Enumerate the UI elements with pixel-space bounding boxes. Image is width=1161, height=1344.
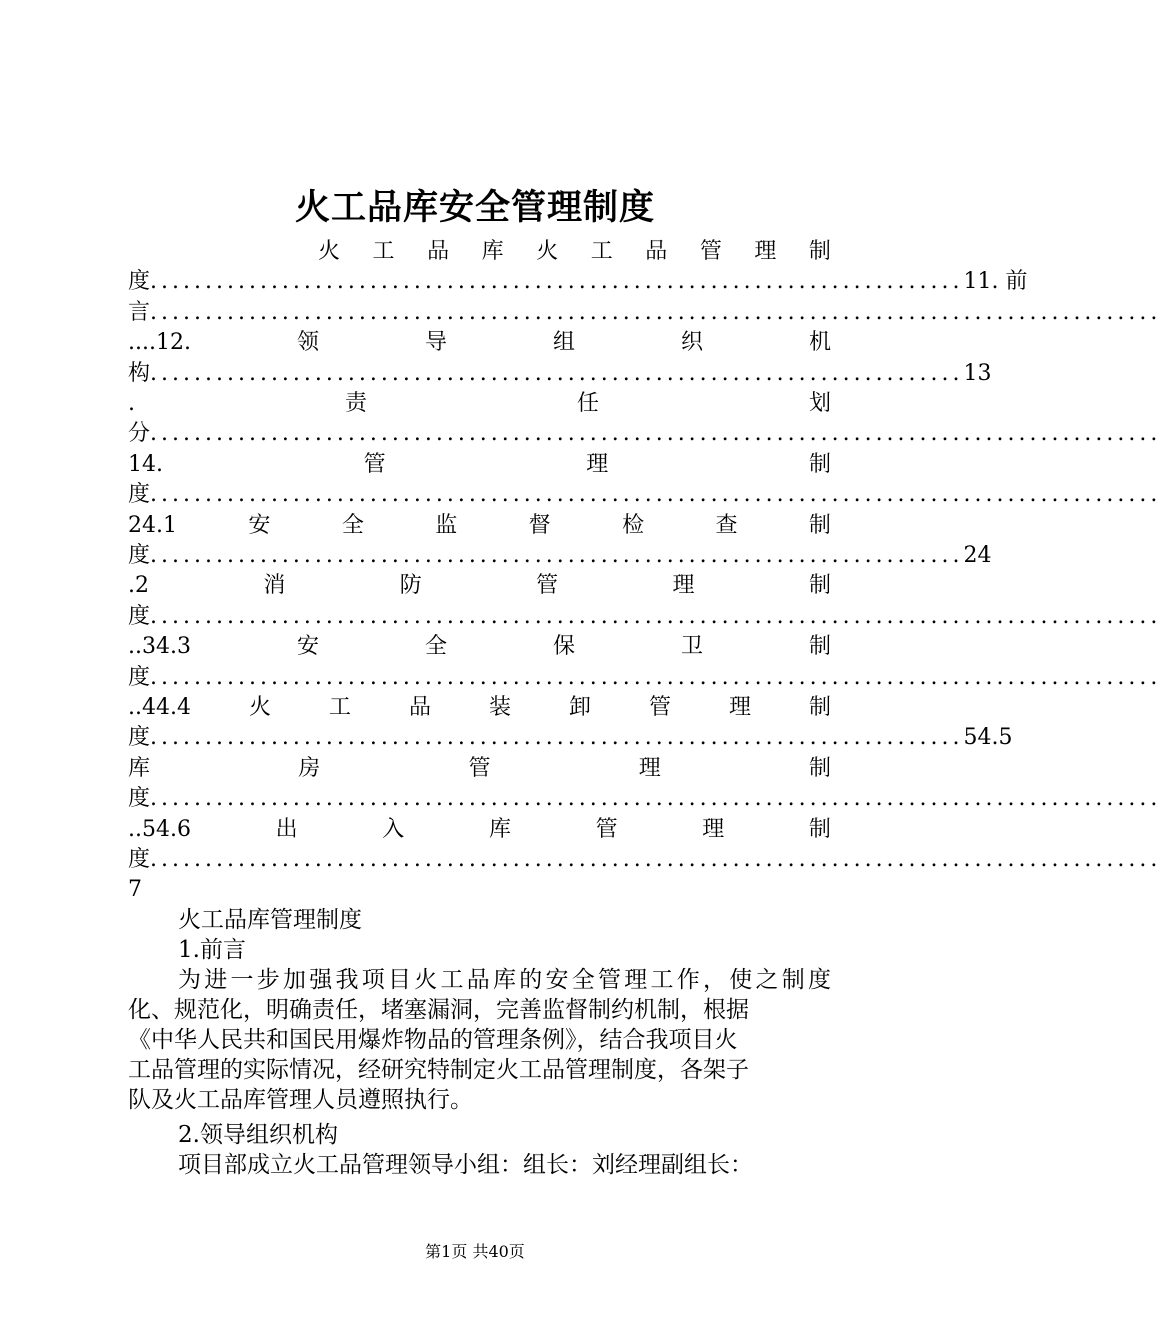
section-2-line-1: 项目部成立火工品管理领导小组：组长：刘经理副组长：	[178, 1152, 753, 1178]
toc-token: 组	[552, 330, 575, 356]
page-footer: 第1页 共40页	[425, 1242, 525, 1261]
toc-leader-dots: ............................................................................................	[150, 299, 1161, 325]
toc-token: 保	[552, 634, 575, 660]
toc-token: 制	[808, 634, 831, 660]
toc-label: 度	[128, 269, 151, 295]
toc-token: 理	[728, 695, 751, 720]
body-heading: 火工品库管理制度	[178, 907, 362, 933]
document-title: 火工品库安全管理制度	[294, 187, 655, 228]
text-char: 库	[493, 967, 516, 993]
text-char: 项	[361, 967, 385, 993]
toc-line	[128, 693, 831, 723]
toc-token: 制	[808, 755, 831, 781]
toc-token: 管	[595, 816, 618, 842]
toc-token: 领	[296, 330, 319, 356]
toc-page-ref: 11. 前	[963, 269, 1028, 295]
toc-token: 理	[754, 239, 777, 264]
text-char: 使	[729, 967, 753, 993]
text-char: 我	[335, 967, 359, 993]
toc-line	[128, 815, 831, 845]
section-1-title: 1.前言	[178, 937, 246, 963]
toc-leader-dots: ............................................................................................	[150, 847, 1161, 872]
toc-line	[128, 845, 1161, 875]
toc-token: 工	[590, 239, 613, 264]
toc-label: 度	[128, 482, 151, 508]
section-1-line-1	[178, 965, 831, 995]
text-char: 目	[388, 967, 411, 993]
toc-token: 安	[248, 512, 271, 538]
text-char: 工	[650, 967, 674, 993]
toc-line	[128, 450, 831, 480]
toc-token: 理	[586, 451, 609, 477]
toc-label: 度	[128, 847, 151, 872]
toc-token: 品	[645, 239, 668, 264]
toc-line	[128, 419, 1161, 449]
toc-token: 24.1	[128, 512, 177, 538]
toc-leader-dots: ............................................................................................	[150, 664, 1161, 690]
toc-line	[128, 571, 831, 601]
toc-line	[318, 237, 831, 267]
toc-label: 7	[128, 877, 142, 903]
toc-leader-dots: ............................................................................................	[150, 786, 1161, 812]
toc-leader-dots: ............................................................................................	[150, 603, 1161, 629]
text-char: 安	[545, 967, 569, 993]
text-char: 制	[781, 967, 805, 993]
text-char: 步	[256, 967, 280, 993]
text-char: 度	[808, 967, 831, 993]
toc-label: 分	[128, 421, 151, 447]
toc-token: 火	[536, 239, 559, 264]
text-char: 作	[676, 967, 700, 993]
toc-page-ref: 13	[963, 360, 992, 386]
toc-label: 度	[128, 664, 151, 690]
toc-token: 任	[576, 391, 599, 416]
toc-leader-dots: ............................................................................................	[150, 482, 1161, 508]
text-char: 为	[178, 967, 201, 993]
toc-token: 防	[399, 573, 422, 599]
toc-token: 品	[427, 239, 450, 264]
toc-token: 卸	[568, 695, 591, 720]
section-1-line-3: 《中华人民共和国民用爆炸物品的管理条例》，结合我项目火	[128, 1027, 738, 1053]
toc-line	[128, 875, 831, 905]
toc-token: 督	[528, 512, 551, 538]
toc-token: 库	[488, 816, 511, 842]
toc-label: 度	[128, 603, 151, 629]
toc-token: 制	[808, 573, 831, 599]
toc-leader-dots: ..........................................................................	[150, 269, 964, 295]
toc-token: 消	[263, 573, 286, 599]
toc-token: 管	[648, 695, 671, 720]
toc-line	[128, 754, 831, 784]
toc-token: ..34.3	[128, 634, 191, 660]
toc-token: 工	[328, 695, 351, 720]
toc-line	[128, 663, 1161, 693]
toc-token: 机	[808, 330, 831, 356]
toc-token: 卫	[680, 634, 703, 660]
toc-leader-dots: ..........................................................................	[150, 725, 964, 751]
toc-token: 工	[372, 239, 395, 264]
toc-token: 全	[424, 634, 447, 660]
toc-token: 织	[680, 330, 703, 356]
text-char: 管	[598, 967, 621, 993]
text-char: 的	[519, 967, 543, 993]
toc-token: 检	[622, 512, 645, 538]
toc-token: 制	[808, 512, 831, 538]
text-char: 一	[230, 967, 254, 993]
toc-label: 度	[128, 786, 151, 812]
toc-line	[128, 480, 1161, 510]
toc-line	[128, 359, 992, 389]
toc-line	[128, 389, 831, 419]
toc-token: 全	[341, 512, 364, 538]
section-2-title: 2.领导组织机构	[178, 1122, 338, 1148]
toc-token: 安	[296, 634, 319, 660]
text-char: 工	[440, 967, 464, 993]
toc-token: 管	[468, 755, 491, 781]
text-char: 强	[309, 967, 333, 993]
toc-token: 入	[382, 816, 405, 842]
toc-token: 品	[408, 695, 431, 720]
section-1-line-5: 队及火工品库管理人员遵照执行。	[128, 1087, 473, 1113]
toc-leader-dots: ............................................................................................	[150, 421, 1161, 447]
toc-token: 监	[435, 512, 458, 538]
toc-token: ....12.	[128, 330, 191, 356]
toc-token: 理	[672, 573, 695, 599]
toc-label: 言	[128, 299, 151, 325]
toc-token: 理	[702, 816, 725, 842]
toc-line	[128, 602, 1161, 632]
toc-token: 火	[318, 239, 341, 264]
toc-token: ..44.4	[128, 695, 191, 720]
toc-token: .2	[128, 573, 149, 599]
toc-leader-dots: ..........................................................................	[150, 360, 964, 386]
text-char: 火	[414, 967, 438, 993]
toc-token: 查	[715, 512, 738, 538]
toc-line	[128, 267, 1028, 297]
toc-line	[128, 298, 1161, 328]
section-1-line-2: 化、规范化，明确责任，堵塞漏洞，完善监督制约机制，根据	[128, 997, 749, 1023]
toc-token: 装	[488, 695, 511, 720]
text-char: 品	[466, 967, 490, 993]
text-char: 理	[624, 967, 648, 993]
toc-line	[128, 541, 992, 571]
toc-line	[128, 328, 831, 358]
toc-page-ref: 54.5	[963, 725, 1013, 751]
toc-token: 导	[424, 330, 447, 356]
toc-token: ..54.6	[128, 816, 191, 842]
toc-label: 度	[128, 725, 151, 751]
toc-token: 制	[808, 239, 831, 264]
toc-label: 构	[128, 360, 151, 386]
toc-line	[128, 723, 1013, 753]
toc-line	[128, 784, 1161, 814]
toc-page-ref: 24	[963, 543, 992, 568]
section-1-line-4: 工品管理的实际情况，经研究特制定火工品管理制度，各架子	[128, 1057, 749, 1083]
toc-token: 责	[344, 391, 367, 416]
toc-line	[128, 632, 831, 662]
toc-token: 14.	[128, 451, 163, 477]
toc-token: 库	[128, 755, 151, 781]
text-char: 之	[755, 967, 779, 993]
text-char: 进	[204, 967, 228, 993]
toc-token: 管	[363, 451, 386, 477]
text-char: 全	[571, 967, 595, 993]
toc-token: 出	[275, 816, 298, 842]
toc-token: 库	[481, 239, 504, 264]
toc-token: 房	[298, 755, 321, 781]
toc-token: 制	[808, 695, 831, 720]
toc-token: 火	[248, 695, 271, 720]
toc-token: 划	[808, 391, 831, 416]
toc-token: 管	[699, 239, 722, 264]
toc-label: 度	[128, 543, 151, 568]
toc-line	[128, 511, 831, 541]
toc-token: 管	[536, 573, 559, 599]
toc-leader-dots: ..........................................................................	[150, 543, 964, 568]
text-char: 加	[283, 967, 306, 993]
toc-token: 制	[808, 816, 831, 842]
text-char: ，	[703, 967, 726, 993]
toc-token: .	[128, 391, 135, 416]
toc-token: 制	[808, 451, 831, 477]
toc-token: 理	[638, 755, 661, 781]
